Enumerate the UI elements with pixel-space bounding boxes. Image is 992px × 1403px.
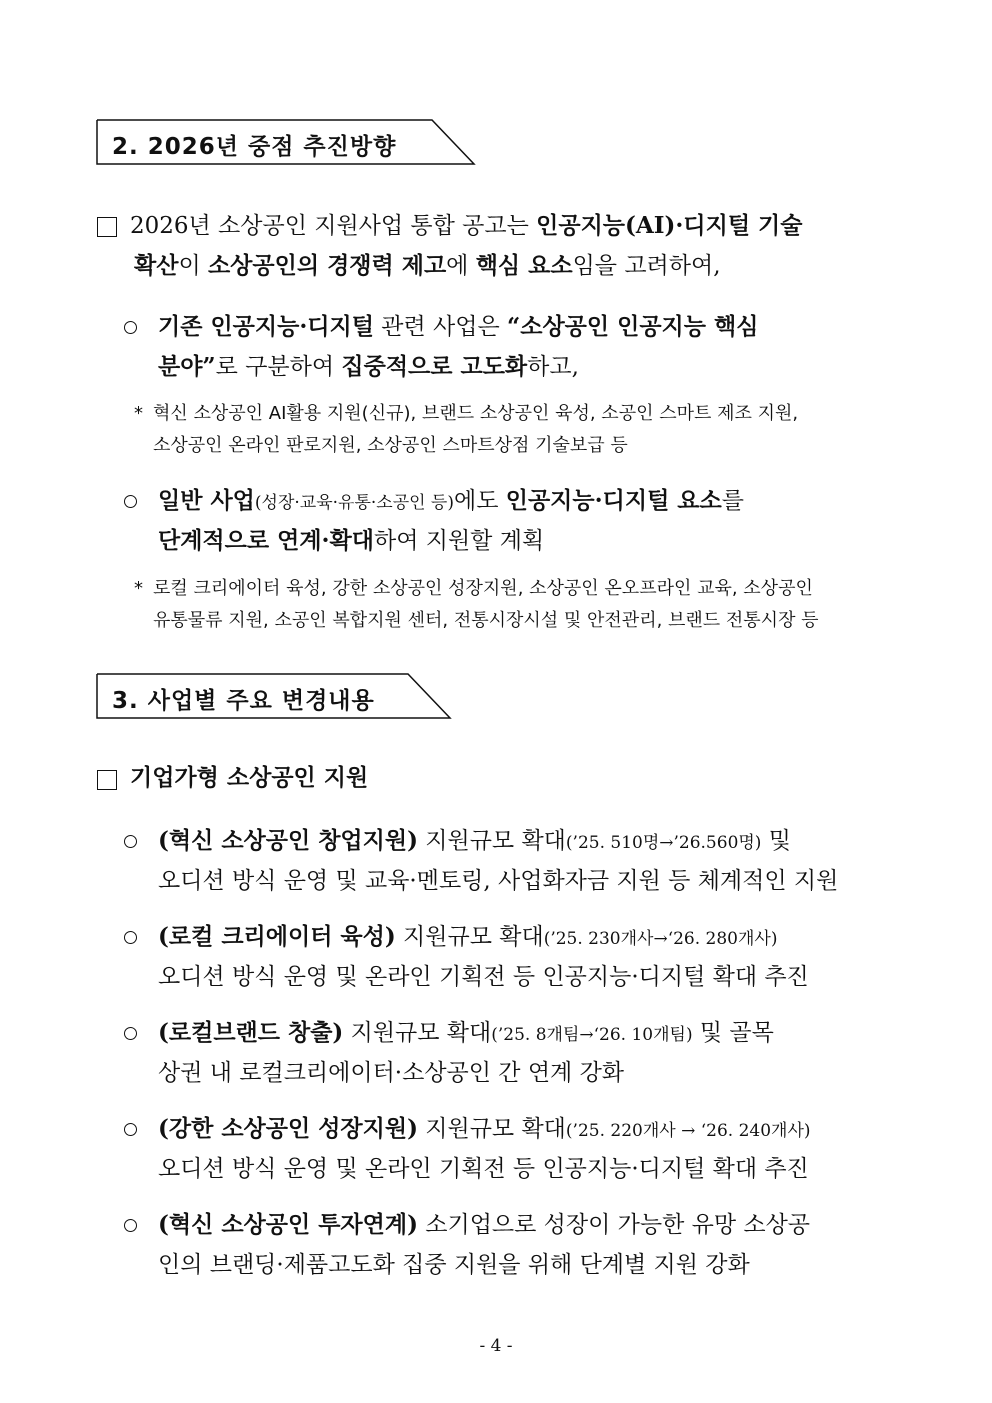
checkbox-square-icon [97, 770, 117, 790]
item-3-line-2: 상권 내 로컬크리에이터·소상공인 간 연계 강화 [158, 1060, 625, 1086]
item-5-line-1: (혁신 소상공인 투자연계) 소기업으로 성장이 가능한 유망 소상공 [158, 1211, 811, 1238]
asterisk-icon: * [134, 578, 143, 599]
section-3-title: 3. 사업별 주요 변경내용 [112, 688, 375, 714]
item-2-line-2: 오디션 방식 운영 및 온라인 기획전 등 인공지능·디지털 확대 추진 [158, 964, 809, 990]
circle-bullet-icon [124, 1219, 137, 1232]
circle-bullet-icon [124, 1027, 137, 1040]
bullet-1-line-2: 분야”로 구분하여 집중적으로 고도화하고, [158, 353, 579, 380]
checkbox-square-icon [97, 217, 117, 237]
note-2-line-1: 로컬 크리에이터 육성, 강한 소상공인 성장지원, 소상공인 온오프라인 교육, 소상공인 [153, 578, 813, 599]
note-1-line-2: 소상공인 온라인 판로지원, 소상공인 스마트상점 기술보급 등 [153, 435, 628, 456]
note-2-line-2: 유통물류 지원, 소공인 복합지원 센터, 전통시장시설 및 안전관리, 브랜드 전통시장 등 [153, 610, 819, 631]
bullet-1-line-1: 기존 인공지능·디지털 관련 사업은 “소상공인 인공지능 핵심 [158, 313, 759, 340]
section-3-header [96, 673, 452, 719]
circle-bullet-icon [124, 321, 137, 334]
asterisk-icon: * [134, 403, 143, 424]
page-number: - 4 - [479, 1336, 513, 1356]
note-1-line-1: 혁신 소상공인 AI활용 지원(신규), 브랜드 소상공인 육성, 소공인 스마트 제조 지원, [153, 403, 799, 424]
item-1-line-1: (혁신 소상공인 창업지원) 지원규모 확대(’25. 510명→’26.560명) 및 [158, 827, 791, 854]
section-2-title: 2. 2026년 중점 추진방향 [112, 134, 397, 160]
circle-bullet-icon [124, 931, 137, 944]
intro-line-2: 확산이 소상공인의 경쟁력 제고에 핵심 요소임을 고려하여, [134, 252, 721, 279]
item-3-line-1: (로컬브랜드 창출) 지원규모 확대(’25. 8개팀→‘26. 10개팀) 및 골목 [158, 1019, 774, 1046]
circle-bullet-icon [124, 835, 137, 848]
bullet-2-line-1: 일반 사업(성장·교육·유통·소공인 등)에도 인공지능·디지털 요소를 [158, 487, 744, 514]
item-4-line-2: 오디션 방식 운영 및 온라인 기획전 등 인공지능·디지털 확대 추진 [158, 1156, 809, 1182]
section-2-header [96, 119, 476, 165]
item-1-line-2: 오디션 방식 운영 및 교육·멘토링, 사업화자금 지원 등 체계적인 지원 [158, 868, 839, 894]
bullet-2-line-2: 단계적으로 연계·확대하여 지원할 계획 [158, 527, 545, 554]
intro-line-1: 2026년 소상공인 지원사업 통합 공고는 인공지능(AI)·디지털 기술 [130, 212, 803, 239]
item-2-line-1: (로컬 크리에이터 육성) 지원규모 확대(’25. 230개사→‘26. 280개사) [158, 923, 778, 950]
circle-bullet-icon [124, 1123, 137, 1136]
item-4-line-1: (강한 소상공인 성장지원) 지원규모 확대(’25. 220개사 → ‘26. 240개사) [158, 1115, 811, 1142]
circle-bullet-icon [124, 495, 137, 508]
section-3-heading: 기업가형 소상공인 지원 [130, 765, 369, 791]
item-5-line-2: 인의 브랜딩·제품고도화 집중 지원을 위해 단계별 지원 강화 [158, 1252, 750, 1278]
